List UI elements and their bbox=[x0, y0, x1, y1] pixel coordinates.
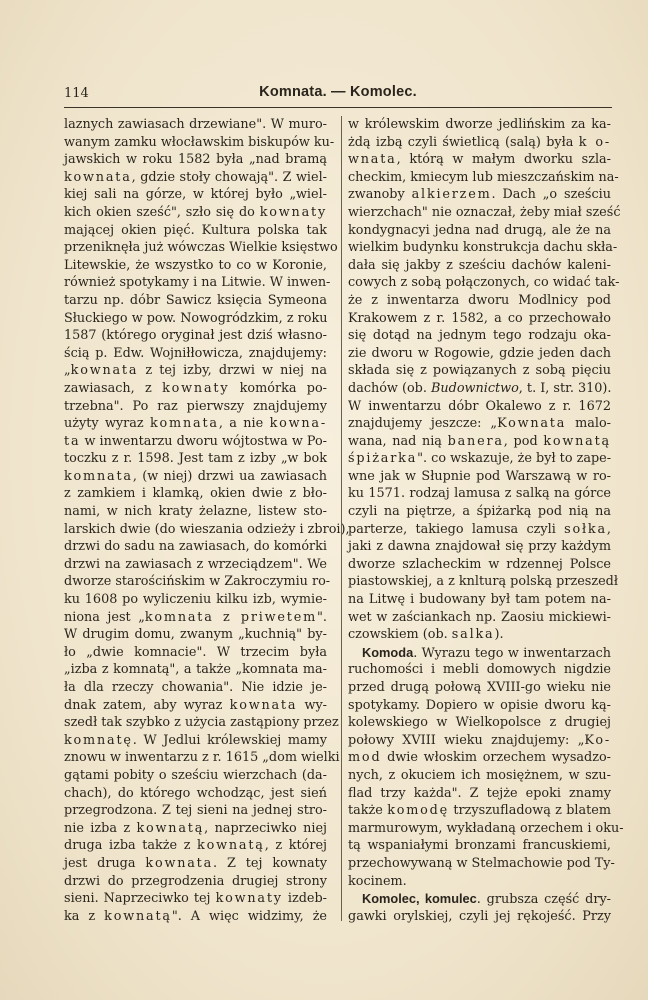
styled-term: alkierzem bbox=[411, 187, 492, 203]
styled-term: kownata bbox=[64, 169, 132, 185]
text-line bbox=[64, 714, 339, 732]
header-rule bbox=[64, 107, 612, 108]
text-line bbox=[348, 890, 611, 908]
running-head: Komnata. — Komolec. bbox=[259, 84, 417, 100]
text-run: dachów (ob. bbox=[348, 380, 431, 396]
text-line bbox=[348, 855, 615, 873]
text-run: , t. I, str. 310). bbox=[518, 380, 612, 396]
text-line bbox=[348, 908, 611, 926]
text-run: piastowskiej, a z knlturą polską przeszedł bbox=[348, 574, 619, 590]
text-line bbox=[64, 802, 327, 820]
text-line bbox=[348, 485, 611, 503]
text-run: tą wspaniałymi bronzami francuskiemi, bbox=[348, 838, 611, 854]
text-run: Słuckiego w pow. Nowogródzkim, z roku bbox=[64, 310, 328, 326]
styled-term: kownatą bbox=[543, 433, 611, 449]
styled-term: Komolec, komulec bbox=[362, 891, 477, 907]
text-line bbox=[348, 767, 611, 785]
styled-term: śpiżarka bbox=[348, 451, 418, 467]
text-run: połowy XVIII wieku znajdujemy: „ bbox=[348, 732, 585, 748]
text-line bbox=[348, 679, 611, 697]
text-run: izdeb- bbox=[282, 891, 327, 907]
text-run: . Dach „o sześciu bbox=[491, 187, 611, 203]
text-run: znowu w inwentarzu z r. 1615 „dom wielki bbox=[64, 750, 340, 766]
text-run: ścią p. Edw. Wojniłłowicza, znajdujemy: bbox=[64, 345, 327, 361]
text-line bbox=[64, 415, 327, 433]
text-line bbox=[64, 573, 331, 591]
text-run: gawki orylskiej, czyli jej rękojeść. Przy bbox=[348, 908, 611, 924]
text-line bbox=[64, 679, 327, 697]
text-run: wet w zaściankach np. Zaosiu mickiewi- bbox=[348, 609, 611, 625]
styled-term: kownaty bbox=[162, 380, 230, 396]
text-run: „ bbox=[64, 363, 71, 379]
text-run: zwanoby bbox=[348, 187, 412, 203]
text-line bbox=[64, 538, 327, 556]
text-run: flad trzy każda". Z tejże epoki znamy bbox=[348, 785, 611, 801]
text-line bbox=[348, 661, 611, 679]
styled-term: komodę bbox=[387, 803, 450, 819]
text-line bbox=[348, 433, 611, 451]
text-run: kondygnacyi jedna nad drugą, ale że na bbox=[348, 222, 611, 238]
styled-term: komnata z priwetem bbox=[144, 609, 318, 625]
text-run: . Wyrazu tego w inwentarzach bbox=[413, 645, 611, 661]
text-run: zie dworu w Rogowie, gdzie jeden dach bbox=[348, 345, 611, 361]
text-line bbox=[64, 380, 327, 398]
text-run: W inwentarzu dóbr Okalewo z r. 1672 bbox=[348, 398, 611, 414]
text-line bbox=[64, 169, 327, 187]
text-run: wierzchach" nie oznaczał, żeby miał sześć bbox=[348, 204, 621, 220]
text-run: z zamkiem i klamką, okien dwie z bło- bbox=[64, 486, 327, 502]
styled-term: komnata bbox=[64, 468, 133, 484]
styled-term: kownaty bbox=[215, 891, 283, 907]
text-line bbox=[348, 837, 611, 855]
text-line bbox=[348, 116, 611, 134]
styled-term: Budownictwo bbox=[430, 380, 519, 396]
text-line bbox=[348, 292, 611, 310]
text-run: sieni. Naprzeciwko tej bbox=[64, 891, 216, 907]
text-run: Litewskie, że wszystko to co w Koronie, bbox=[64, 257, 327, 273]
text-line bbox=[64, 239, 338, 257]
text-run: się dotąd na jednym tego rodzaju oka- bbox=[348, 328, 611, 344]
text-run: jawskich w roku 1582 była „nad bramą bbox=[64, 152, 327, 168]
styled-term: wnata bbox=[348, 152, 397, 168]
styled-term: mod bbox=[348, 750, 382, 766]
text-run: dwie włoskim orzechem wysadzo- bbox=[381, 750, 611, 766]
styled-term: kownata bbox=[70, 363, 139, 379]
text-run: również spotykamy i na Litwie. W inwen- bbox=[64, 275, 331, 291]
text-line bbox=[64, 292, 327, 310]
text-line bbox=[64, 521, 350, 539]
styled-term: komnatę bbox=[64, 732, 133, 748]
text-line bbox=[348, 644, 611, 662]
text-run: że z inwentarza dworu Modlnicy pod bbox=[348, 292, 611, 308]
text-run: ). bbox=[494, 627, 504, 643]
text-line bbox=[348, 538, 611, 556]
text-run: malo- bbox=[566, 416, 611, 432]
text-run: znajdujemy jeszcze: „ bbox=[348, 416, 498, 432]
text-run: , (w niej) drzwi ua zawiasach bbox=[132, 468, 327, 484]
text-run: nie izba z bbox=[64, 820, 137, 836]
text-run: , z której bbox=[264, 838, 327, 854]
text-line bbox=[64, 398, 327, 416]
text-line bbox=[348, 345, 611, 363]
text-run: przechowywaną w Stelmachowie pod Ty- bbox=[348, 855, 615, 871]
text-run: larskich dwie (do wieszania odzieży i zbroi), bbox=[64, 521, 350, 537]
styled-term: k o- bbox=[578, 134, 611, 150]
text-line bbox=[348, 873, 611, 891]
text-line bbox=[64, 591, 327, 609]
text-run: drzwi do przegrodzenia drugiej strony bbox=[64, 873, 327, 889]
text-run: kocinem. bbox=[348, 873, 407, 889]
text-run: w inwentarzu dworu wójtostwa w Po- bbox=[80, 433, 327, 449]
text-run: . Z tej kownaty bbox=[213, 855, 327, 871]
text-line bbox=[348, 415, 611, 433]
text-line bbox=[64, 485, 327, 503]
text-line bbox=[64, 749, 340, 767]
text-line bbox=[64, 151, 327, 169]
text-line bbox=[348, 573, 619, 591]
text-run: gątami pobity o sześciu wierzchach (da- bbox=[64, 767, 327, 783]
text-run: parterze, takiego lamusa czyli bbox=[348, 521, 565, 537]
styled-term: kownatą bbox=[197, 838, 265, 854]
text-line bbox=[348, 609, 611, 627]
styled-term: kownaty bbox=[259, 204, 327, 220]
text-line bbox=[64, 327, 327, 345]
text-line bbox=[64, 697, 327, 715]
text-run: mającej okien pięć. Kultura polska tak bbox=[64, 222, 327, 238]
styled-term: kownata bbox=[229, 697, 298, 713]
text-line bbox=[64, 873, 327, 891]
text-run: czowskiem (ob. bbox=[348, 627, 452, 643]
text-line bbox=[64, 609, 327, 627]
text-line bbox=[348, 310, 611, 328]
text-run: trzebna". Po raz pierwszy znajdujemy bbox=[64, 398, 327, 414]
styled-term: Kownata bbox=[497, 416, 567, 432]
text-run: trzyszufladową z blatem bbox=[449, 803, 611, 819]
page-number: 114 bbox=[64, 86, 89, 101]
text-run: w królewskim dworze jedlińskim za ka- bbox=[348, 117, 611, 132]
text-line bbox=[64, 503, 327, 521]
text-line bbox=[348, 732, 611, 750]
text-run: żdą izbą czyli świetlicą (salą) była bbox=[348, 134, 579, 150]
styled-term: kowna- bbox=[269, 416, 327, 432]
text-run: niona jest „ bbox=[64, 609, 145, 625]
text-run: , pod bbox=[503, 433, 544, 449]
text-line bbox=[348, 802, 611, 820]
text-run: kiej sali na górze, w której było „wiel- bbox=[64, 187, 327, 203]
text-run: z tej izby, drzwi w niej na bbox=[138, 363, 327, 379]
page-header bbox=[64, 84, 612, 106]
text-run: checkim, kmiecym lub mieszczańskim na- bbox=[348, 169, 619, 185]
text-run: nami, w nich kraty żelazne, listew sto- bbox=[64, 504, 327, 520]
text-line bbox=[64, 362, 327, 380]
text-line bbox=[64, 204, 327, 222]
text-run: przeniknęła już wówczas Wielkie księstwo bbox=[64, 240, 338, 256]
text-run: na Litwę i budowany był tam potem na- bbox=[348, 592, 611, 608]
text-line bbox=[64, 644, 327, 662]
text-run: wanym zamku włocławskim biskupów ku- bbox=[64, 134, 335, 150]
text-line bbox=[348, 274, 620, 292]
text-run: cowych z sobą połączonych, co widać tak- bbox=[348, 275, 620, 291]
text-run: użyty wyraz bbox=[64, 416, 150, 432]
text-run: dworze szlacheckim w rdzennej Polsce bbox=[348, 556, 611, 572]
text-run: wy- bbox=[297, 697, 328, 713]
text-line bbox=[348, 697, 611, 715]
text-run: ". A więc widzimy, że bbox=[171, 908, 328, 924]
text-line bbox=[348, 468, 611, 486]
text-line bbox=[348, 239, 618, 257]
column-divider bbox=[341, 116, 342, 921]
text-run: chach), do którego wchodząc, jest sień bbox=[64, 785, 327, 801]
text-line bbox=[348, 820, 624, 838]
styled-term: banera bbox=[447, 433, 504, 449]
text-run: spotykamy. Dopiero w opisie dworu ką- bbox=[348, 697, 611, 713]
text-run: dnak zatem, aby wyraz bbox=[64, 697, 230, 713]
text-run: 1587 (którego oryginał jest dziś własno- bbox=[64, 328, 327, 344]
text-run: komórka po- bbox=[229, 380, 327, 396]
text-run: marmurowym, wykładaną orzechem i oku- bbox=[348, 820, 624, 836]
text-line bbox=[348, 186, 611, 204]
text-line bbox=[64, 257, 327, 275]
text-line bbox=[64, 837, 327, 855]
text-run: , bbox=[606, 521, 611, 537]
text-run: Krakowem z r. 1582, a co przechowało bbox=[348, 310, 611, 326]
text-line bbox=[64, 785, 327, 803]
text-run: przed drugą połową XVIII-go wieku nie bbox=[348, 680, 611, 695]
text-run: „izba z komnatą", a także „komnata ma- bbox=[64, 662, 327, 678]
text-run: kolewskiego w Wielkopolsce z drugiej bbox=[348, 715, 611, 731]
text-run: nych, z okuciem ich mosiężnem, w szu- bbox=[348, 767, 611, 783]
text-line bbox=[64, 767, 327, 785]
text-run: , a nie bbox=[218, 416, 270, 432]
styled-term: Komoda bbox=[362, 644, 414, 660]
text-run: , naprzeciwko niej bbox=[204, 820, 328, 836]
text-line bbox=[348, 380, 611, 398]
text-line bbox=[348, 591, 611, 609]
text-run: jest druga bbox=[64, 855, 146, 871]
text-run: toczku z r. 1598. Jest tam z izby „w bok bbox=[64, 451, 327, 467]
text-line bbox=[348, 785, 611, 803]
text-run: czyli na piętrze, a śpiżarką pod nią na bbox=[348, 504, 611, 520]
text-line bbox=[64, 274, 331, 292]
text-run: ". co wskazuje, że był to zape- bbox=[417, 451, 612, 467]
text-run: druga izba także z bbox=[64, 838, 198, 854]
text-run: ". bbox=[317, 609, 327, 625]
styled-term: Ko- bbox=[584, 732, 611, 748]
text-line bbox=[64, 433, 327, 451]
text-line bbox=[64, 468, 327, 486]
styled-term: kownata bbox=[145, 855, 214, 871]
text-run: ku 1571. rodzaj lamusa z salką na górce bbox=[348, 486, 611, 502]
styled-term: salka bbox=[451, 627, 495, 643]
text-run: tarzu np. dóbr Sawicz księcia Symeona bbox=[64, 292, 327, 308]
text-line bbox=[348, 134, 611, 152]
text-run: ła dla rzeczy chowania". Nie idzie je- bbox=[64, 680, 327, 695]
text-line bbox=[348, 151, 611, 169]
text-run: dworze starościńskim w Zakroczymiu ro- bbox=[64, 574, 331, 590]
text-run: ku 1608 po wyliczeniu kilku izb, wymie- bbox=[64, 592, 327, 608]
styled-term: kownatą bbox=[136, 820, 205, 836]
text-run: ka z bbox=[64, 908, 105, 924]
text-run: ło „dwie komnacie". W trzecim była bbox=[64, 644, 327, 660]
text-line bbox=[64, 556, 327, 574]
text-line bbox=[64, 450, 327, 468]
text-line bbox=[348, 714, 611, 732]
text-run: kich okien sześć", szło się do bbox=[64, 204, 260, 220]
text-run: wne jak w Słupnie pod Warszawą w ro- bbox=[348, 468, 611, 484]
text-run: . grubsza część dry- bbox=[476, 892, 611, 908]
text-line bbox=[64, 855, 327, 873]
text-line bbox=[348, 257, 611, 275]
text-run: dała się jakby z sześciu dachów kaleni- bbox=[348, 257, 611, 273]
text-line bbox=[348, 521, 611, 539]
text-line bbox=[64, 820, 327, 838]
right-column bbox=[348, 116, 624, 925]
text-run: . W Jedlui królewskiej mamy bbox=[132, 732, 327, 748]
text-line bbox=[64, 310, 327, 328]
text-run: W drugim domu, zwanym „kuchnią" by- bbox=[64, 627, 327, 643]
text-line bbox=[64, 345, 327, 363]
text-line bbox=[64, 908, 327, 926]
text-line bbox=[64, 626, 327, 644]
text-run: ruchomości i mebli domowych nigdzie bbox=[348, 662, 611, 678]
text-line bbox=[348, 450, 611, 468]
left-column bbox=[64, 116, 350, 925]
text-run: zawiasach, z bbox=[64, 380, 163, 396]
text-line bbox=[348, 327, 611, 345]
text-line bbox=[348, 626, 611, 644]
text-line bbox=[64, 222, 327, 240]
text-run: laznych zawiasach drzewiane". W muro- bbox=[64, 117, 327, 132]
styled-term: ta bbox=[64, 433, 81, 449]
text-line bbox=[348, 169, 619, 187]
text-run: drzwi na zawiasach z wrzeciądzem". We bbox=[64, 556, 327, 572]
text-run: wielkim budynku konstrukcja dachu skła- bbox=[348, 240, 618, 256]
styled-term: kownatą bbox=[104, 908, 172, 924]
text-run: drzwi do sadu na zawiasach, do komórki bbox=[64, 539, 327, 555]
text-line bbox=[348, 204, 621, 222]
text-line bbox=[64, 732, 327, 750]
text-line bbox=[348, 503, 611, 521]
text-line bbox=[64, 116, 327, 134]
text-line bbox=[348, 362, 611, 380]
text-line bbox=[64, 186, 327, 204]
text-line bbox=[64, 661, 327, 679]
styled-term: komnata bbox=[150, 416, 219, 432]
text-run: wana, nad nią bbox=[348, 433, 448, 449]
text-line bbox=[348, 556, 611, 574]
text-run: , gdzie stoły chowają". Z wiel- bbox=[131, 169, 327, 185]
text-line bbox=[348, 749, 611, 767]
text-line bbox=[348, 222, 611, 240]
text-line bbox=[64, 134, 335, 152]
text-run: , którą w małym dworku szla- bbox=[396, 152, 611, 168]
text-run: przegrodzona. Z tej sieni na jednej stro- bbox=[64, 803, 327, 819]
text-run: szedł tak szybko z użycia zastąpiony przez bbox=[64, 715, 339, 731]
text-line bbox=[64, 890, 327, 908]
text-run: składa się z powiązanych z sobą pięciu bbox=[348, 363, 611, 379]
text-run: jaki z dawna znajdował się przy każdym bbox=[348, 539, 611, 555]
text-run: także bbox=[348, 803, 388, 819]
text-line bbox=[348, 398, 611, 416]
styled-term: sołka bbox=[564, 521, 607, 537]
